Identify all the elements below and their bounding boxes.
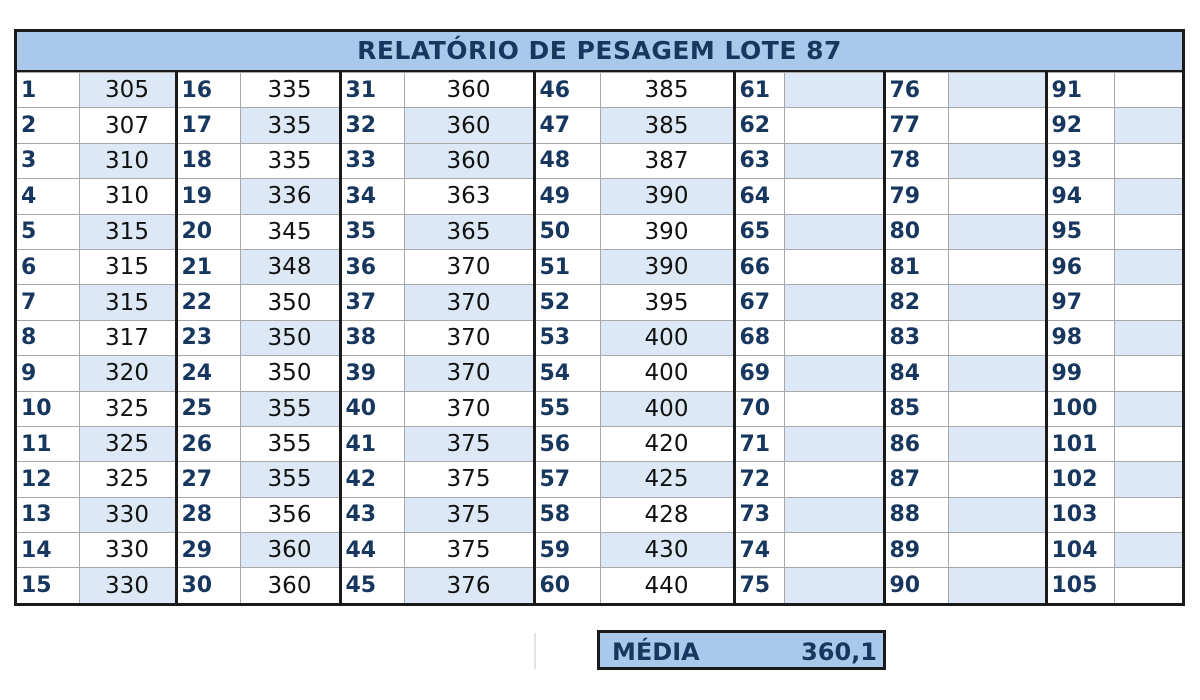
table-row bbox=[17, 391, 1182, 426]
animal-number: 11 bbox=[17, 426, 79, 461]
weighing-report bbox=[14, 29, 1185, 606]
table-row bbox=[17, 179, 1182, 214]
weighing-table bbox=[17, 72, 1182, 603]
weight-cell bbox=[1114, 497, 1182, 532]
weight-cell bbox=[948, 356, 1046, 391]
animal-number: 101 bbox=[1046, 426, 1114, 461]
weight-cell bbox=[948, 179, 1046, 214]
weight-cell: 370 bbox=[404, 320, 534, 355]
weight-cell: 395 bbox=[600, 285, 734, 320]
weight-cell: 390 bbox=[600, 179, 734, 214]
animal-number: 4 bbox=[17, 179, 79, 214]
weight-cell: 325 bbox=[79, 462, 176, 497]
animal-number: 49 bbox=[534, 179, 600, 214]
weight-cell bbox=[784, 73, 884, 108]
weight-cell: 348 bbox=[240, 249, 340, 284]
animal-number: 55 bbox=[534, 391, 600, 426]
weight-cell: 315 bbox=[79, 214, 176, 249]
weight-cell: 385 bbox=[600, 108, 734, 143]
animal-number: 92 bbox=[1046, 108, 1114, 143]
weight-cell: 365 bbox=[404, 214, 534, 249]
weight-cell bbox=[784, 108, 884, 143]
animal-number: 26 bbox=[176, 426, 240, 461]
weight-cell: 428 bbox=[600, 497, 734, 532]
weight-cell: 307 bbox=[79, 108, 176, 143]
weight-cell: 390 bbox=[600, 249, 734, 284]
animal-number: 71 bbox=[734, 426, 784, 461]
weight-cell bbox=[948, 73, 1046, 108]
animal-number: 80 bbox=[884, 214, 948, 249]
weight-cell: 375 bbox=[404, 533, 534, 568]
weight-cell bbox=[1114, 73, 1182, 108]
animal-number: 104 bbox=[1046, 533, 1114, 568]
weight-cell bbox=[948, 426, 1046, 461]
animal-number: 15 bbox=[17, 568, 79, 603]
weight-cell: 360 bbox=[404, 143, 534, 178]
animal-number: 98 bbox=[1046, 320, 1114, 355]
animal-number: 85 bbox=[884, 391, 948, 426]
animal-number: 94 bbox=[1046, 179, 1114, 214]
animal-number: 81 bbox=[884, 249, 948, 284]
animal-number: 52 bbox=[534, 285, 600, 320]
average-box bbox=[597, 630, 886, 670]
weight-cell bbox=[948, 462, 1046, 497]
animal-number: 5 bbox=[17, 214, 79, 249]
table-row bbox=[17, 214, 1182, 249]
weight-cell bbox=[948, 320, 1046, 355]
weight-cell: 363 bbox=[404, 179, 534, 214]
weight-cell bbox=[784, 214, 884, 249]
weight-cell: 310 bbox=[79, 179, 176, 214]
weight-cell: 430 bbox=[600, 533, 734, 568]
weight-cell: 425 bbox=[600, 462, 734, 497]
weight-cell: 400 bbox=[600, 320, 734, 355]
weight-cell: 350 bbox=[240, 356, 340, 391]
weight-cell: 335 bbox=[240, 143, 340, 178]
animal-number: 33 bbox=[340, 143, 404, 178]
weight-cell: 355 bbox=[240, 426, 340, 461]
weight-cell: 335 bbox=[240, 73, 340, 108]
animal-number: 91 bbox=[1046, 73, 1114, 108]
animal-number: 60 bbox=[534, 568, 600, 603]
animal-number: 64 bbox=[734, 179, 784, 214]
animal-number: 40 bbox=[340, 391, 404, 426]
animal-number: 103 bbox=[1046, 497, 1114, 532]
weight-cell bbox=[1114, 320, 1182, 355]
animal-number: 70 bbox=[734, 391, 784, 426]
animal-number: 77 bbox=[884, 108, 948, 143]
weight-cell bbox=[784, 568, 884, 603]
animal-number: 29 bbox=[176, 533, 240, 568]
animal-number: 86 bbox=[884, 426, 948, 461]
animal-number: 3 bbox=[17, 143, 79, 178]
weight-cell bbox=[784, 356, 884, 391]
animal-number: 14 bbox=[17, 533, 79, 568]
weight-cell bbox=[1114, 462, 1182, 497]
weight-cell: 370 bbox=[404, 285, 534, 320]
table-row bbox=[17, 462, 1182, 497]
weight-cell: 325 bbox=[79, 426, 176, 461]
animal-number: 83 bbox=[884, 320, 948, 355]
animal-number: 84 bbox=[884, 356, 948, 391]
weight-cell bbox=[784, 285, 884, 320]
animal-number: 32 bbox=[340, 108, 404, 143]
weight-cell bbox=[784, 320, 884, 355]
animal-number: 22 bbox=[176, 285, 240, 320]
animal-number: 105 bbox=[1046, 568, 1114, 603]
table-body bbox=[17, 73, 1182, 604]
weight-cell: 325 bbox=[79, 391, 176, 426]
animal-number: 10 bbox=[17, 391, 79, 426]
animal-number: 2 bbox=[17, 108, 79, 143]
weight-cell bbox=[948, 249, 1046, 284]
table-row bbox=[17, 533, 1182, 568]
report-title: RELATÓRIO DE PESAGEM LOTE 87 bbox=[17, 32, 1182, 72]
weight-cell: 350 bbox=[240, 320, 340, 355]
weight-cell bbox=[1114, 391, 1182, 426]
weight-cell: 420 bbox=[600, 426, 734, 461]
animal-number: 41 bbox=[340, 426, 404, 461]
weight-cell bbox=[948, 108, 1046, 143]
weight-cell: 315 bbox=[79, 249, 176, 284]
animal-number: 89 bbox=[884, 533, 948, 568]
animal-number: 53 bbox=[534, 320, 600, 355]
weight-cell bbox=[1114, 214, 1182, 249]
animal-number: 36 bbox=[340, 249, 404, 284]
animal-number: 65 bbox=[734, 214, 784, 249]
animal-number: 56 bbox=[534, 426, 600, 461]
animal-number: 17 bbox=[176, 108, 240, 143]
animal-number: 43 bbox=[340, 497, 404, 532]
table-row bbox=[17, 320, 1182, 355]
weight-cell: 387 bbox=[600, 143, 734, 178]
animal-number: 61 bbox=[734, 73, 784, 108]
weight-cell: 305 bbox=[79, 73, 176, 108]
weight-cell: 315 bbox=[79, 285, 176, 320]
animal-number: 28 bbox=[176, 497, 240, 532]
animal-number: 42 bbox=[340, 462, 404, 497]
weight-cell bbox=[1114, 356, 1182, 391]
animal-number: 96 bbox=[1046, 249, 1114, 284]
weight-cell bbox=[1114, 285, 1182, 320]
animal-number: 38 bbox=[340, 320, 404, 355]
weight-cell: 320 bbox=[79, 356, 176, 391]
weight-cell bbox=[1114, 426, 1182, 461]
animal-number: 102 bbox=[1046, 462, 1114, 497]
table-row bbox=[17, 73, 1182, 108]
weight-cell bbox=[948, 285, 1046, 320]
weight-cell: 390 bbox=[600, 214, 734, 249]
animal-number: 74 bbox=[734, 533, 784, 568]
animal-number: 66 bbox=[734, 249, 784, 284]
animal-number: 68 bbox=[734, 320, 784, 355]
animal-number: 59 bbox=[534, 533, 600, 568]
weight-cell: 330 bbox=[79, 533, 176, 568]
weight-cell: 345 bbox=[240, 214, 340, 249]
animal-number: 8 bbox=[17, 320, 79, 355]
weight-cell bbox=[784, 249, 884, 284]
animal-number: 75 bbox=[734, 568, 784, 603]
weight-cell bbox=[784, 391, 884, 426]
table-row bbox=[17, 108, 1182, 143]
weight-cell bbox=[1114, 143, 1182, 178]
animal-number: 63 bbox=[734, 143, 784, 178]
animal-number: 13 bbox=[17, 497, 79, 532]
animal-number: 79 bbox=[884, 179, 948, 214]
animal-number: 69 bbox=[734, 356, 784, 391]
weight-cell: 360 bbox=[240, 533, 340, 568]
weight-cell: 370 bbox=[404, 356, 534, 391]
weight-cell: 350 bbox=[240, 285, 340, 320]
table-row bbox=[17, 285, 1182, 320]
animal-number: 7 bbox=[17, 285, 79, 320]
animal-number: 51 bbox=[534, 249, 600, 284]
animal-number: 18 bbox=[176, 143, 240, 178]
animal-number: 87 bbox=[884, 462, 948, 497]
animal-number: 82 bbox=[884, 285, 948, 320]
weight-cell: 360 bbox=[404, 73, 534, 108]
weight-cell bbox=[1114, 533, 1182, 568]
animal-number: 90 bbox=[884, 568, 948, 603]
weight-cell bbox=[784, 497, 884, 532]
divider bbox=[534, 633, 536, 669]
table-row bbox=[17, 497, 1182, 532]
animal-number: 48 bbox=[534, 143, 600, 178]
animal-number: 19 bbox=[176, 179, 240, 214]
weight-cell: 360 bbox=[404, 108, 534, 143]
weight-cell: 335 bbox=[240, 108, 340, 143]
weight-cell: 400 bbox=[600, 391, 734, 426]
animal-number: 57 bbox=[534, 462, 600, 497]
animal-number: 67 bbox=[734, 285, 784, 320]
weight-cell: 360 bbox=[240, 568, 340, 603]
animal-number: 34 bbox=[340, 179, 404, 214]
animal-number: 39 bbox=[340, 356, 404, 391]
weight-cell bbox=[784, 533, 884, 568]
animal-number: 37 bbox=[340, 285, 404, 320]
weight-cell: 330 bbox=[79, 568, 176, 603]
table-row bbox=[17, 143, 1182, 178]
animal-number: 46 bbox=[534, 73, 600, 108]
animal-number: 72 bbox=[734, 462, 784, 497]
animal-number: 31 bbox=[340, 73, 404, 108]
animal-number: 9 bbox=[17, 356, 79, 391]
weight-cell bbox=[948, 568, 1046, 603]
animal-number: 21 bbox=[176, 249, 240, 284]
weight-cell: 375 bbox=[404, 497, 534, 532]
animal-number: 88 bbox=[884, 497, 948, 532]
animal-number: 78 bbox=[884, 143, 948, 178]
animal-number: 97 bbox=[1046, 285, 1114, 320]
weight-cell bbox=[1114, 568, 1182, 603]
weight-cell bbox=[1114, 249, 1182, 284]
weight-cell bbox=[1114, 179, 1182, 214]
animal-number: 76 bbox=[884, 73, 948, 108]
animal-number: 50 bbox=[534, 214, 600, 249]
weight-cell: 400 bbox=[600, 356, 734, 391]
animal-number: 12 bbox=[17, 462, 79, 497]
animal-number: 27 bbox=[176, 462, 240, 497]
animal-number: 16 bbox=[176, 73, 240, 108]
table-row bbox=[17, 249, 1182, 284]
average-label: MÉDIA bbox=[612, 638, 700, 666]
animal-number: 25 bbox=[176, 391, 240, 426]
table-row bbox=[17, 426, 1182, 461]
weight-cell bbox=[948, 391, 1046, 426]
animal-number: 100 bbox=[1046, 391, 1114, 426]
weight-cell: 375 bbox=[404, 426, 534, 461]
average-value: 360,1 bbox=[801, 638, 877, 666]
animal-number: 99 bbox=[1046, 356, 1114, 391]
animal-number: 30 bbox=[176, 568, 240, 603]
weight-cell: 336 bbox=[240, 179, 340, 214]
animal-number: 6 bbox=[17, 249, 79, 284]
animal-number: 58 bbox=[534, 497, 600, 532]
animal-number: 73 bbox=[734, 497, 784, 532]
weight-cell: 310 bbox=[79, 143, 176, 178]
weight-cell: 355 bbox=[240, 462, 340, 497]
animal-number: 20 bbox=[176, 214, 240, 249]
weight-cell bbox=[784, 426, 884, 461]
weight-cell bbox=[1114, 108, 1182, 143]
animal-number: 54 bbox=[534, 356, 600, 391]
weight-cell: 355 bbox=[240, 391, 340, 426]
weight-cell bbox=[784, 462, 884, 497]
table-row bbox=[17, 356, 1182, 391]
weight-cell: 385 bbox=[600, 73, 734, 108]
weight-cell: 330 bbox=[79, 497, 176, 532]
weight-cell: 317 bbox=[79, 320, 176, 355]
weight-cell bbox=[948, 143, 1046, 178]
animal-number: 93 bbox=[1046, 143, 1114, 178]
animal-number: 35 bbox=[340, 214, 404, 249]
animal-number: 45 bbox=[340, 568, 404, 603]
animal-number: 24 bbox=[176, 356, 240, 391]
weight-cell: 356 bbox=[240, 497, 340, 532]
animal-number: 1 bbox=[17, 73, 79, 108]
weight-cell bbox=[784, 179, 884, 214]
weight-cell bbox=[948, 214, 1046, 249]
weight-cell: 370 bbox=[404, 249, 534, 284]
animal-number: 95 bbox=[1046, 214, 1114, 249]
weight-cell: 375 bbox=[404, 462, 534, 497]
weight-cell: 376 bbox=[404, 568, 534, 603]
animal-number: 62 bbox=[734, 108, 784, 143]
weight-cell bbox=[948, 533, 1046, 568]
weight-cell bbox=[948, 497, 1046, 532]
weight-cell: 370 bbox=[404, 391, 534, 426]
animal-number: 44 bbox=[340, 533, 404, 568]
animal-number: 23 bbox=[176, 320, 240, 355]
weight-cell bbox=[784, 143, 884, 178]
animal-number: 47 bbox=[534, 108, 600, 143]
table-row bbox=[17, 568, 1182, 603]
weight-cell: 440 bbox=[600, 568, 734, 603]
